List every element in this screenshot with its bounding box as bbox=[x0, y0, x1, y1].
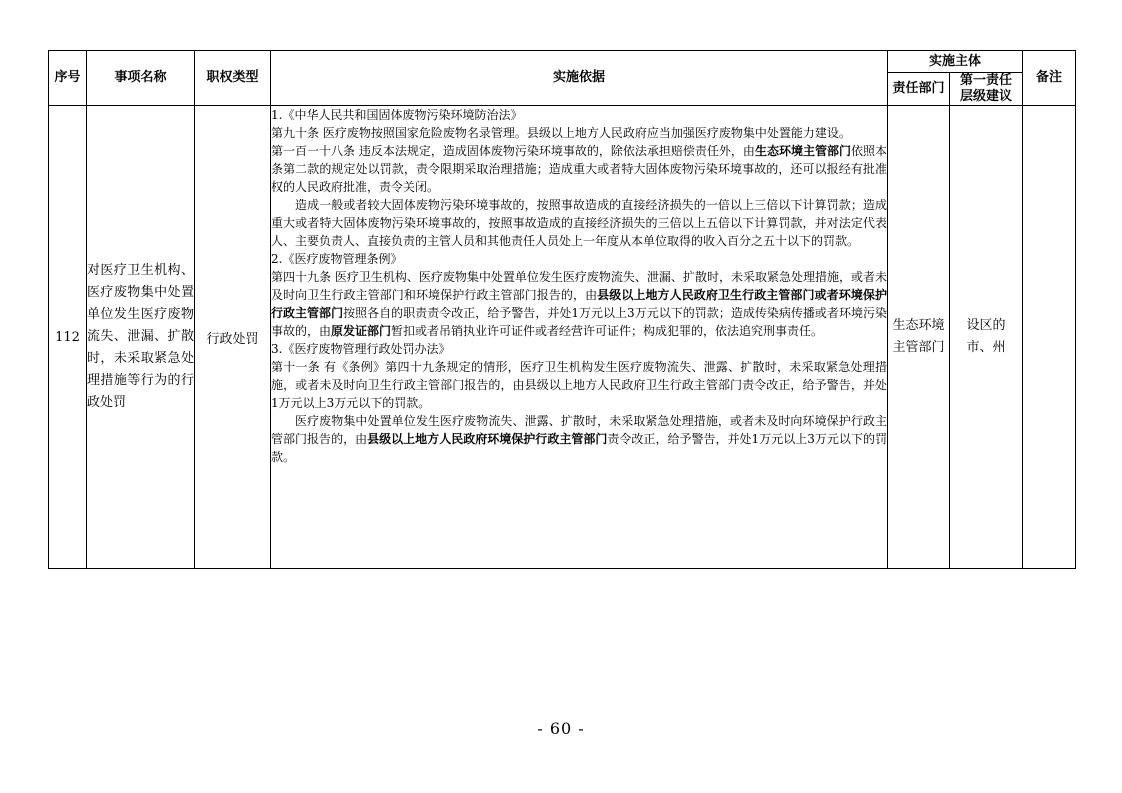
row-power-type: 行政处罚 bbox=[195, 106, 271, 569]
header-basis: 实施依据 bbox=[271, 51, 888, 106]
bold-dept: 生态环境主管部门 bbox=[754, 144, 851, 158]
header-item-name: 事项名称 bbox=[87, 51, 195, 106]
header-seq: 序号 bbox=[49, 51, 87, 106]
basis-law1-art118: 第一百一十八条 违反本法规定，造成固体废物污染环境事故的，除依法承担赔偿责任外，由生态环境主管部门依照本条第二款的规定处以罚款，责令限期采取治理措施；造成重大或者特大固体废物污染环境事故的，还可以报经有批准权的人民政府批准，责令关闭。 bbox=[271, 144, 887, 194]
basis-law3-title: 3.《医疗废物管理行政处罚办法》 bbox=[271, 342, 451, 356]
header-first-level: 第一责任层级建议 bbox=[950, 73, 1023, 106]
row-first-level: 设区的市、州 bbox=[950, 106, 1023, 569]
row-item-name: 对医疗卫生机构、医疗废物集中处置单位发生医疗废物流失、泄漏、扩散时，未采取紧急处理措施等行为的行政处罚 bbox=[87, 106, 195, 569]
basis-law1-title: 1.《中华人民共和国固体废物污染环境防治法》 bbox=[271, 108, 523, 122]
basis-law1-art118-p2: 造成一般或者较大固体废物污染环境事故的，按照事故造成的直接经济损失的一倍以上三倍以下计算罚款；造成重大或者特大固体废物污染环境事故的，按照事故造成的直接经济损失的三倍以上五倍以下计算罚款，并对法定代表人、主要负责人、直接负责的主管人员和其他责任人员处上一年度从本单位取得的收入百分之五十以下的罚款。 bbox=[271, 198, 887, 248]
header-implementing-subject: 实施主体 bbox=[888, 51, 1023, 73]
page-number: - 60 - bbox=[537, 719, 585, 738]
row-remarks bbox=[1023, 106, 1076, 569]
basis-law3-art11: 第十一条 有《条例》第四十九条规定的情形，医疗卫生机构发生医疗废物流失、泄露、扩散时，未采取紧急处理措施，或者未及时向卫生行政主管部门报告的，由县级以上地方人民政府卫生行政主管部门责令改正，给予警告，并处1万元以上3万元以下的罚款。 bbox=[271, 360, 887, 410]
basis-law1-art90: 第九十条 医疗废物按照国家危险废物名录管理。县级以上地方人民政府应当加强医疗废物集中处置能力建设。 bbox=[271, 126, 851, 140]
header-responsible-dept: 责任部门 bbox=[888, 73, 950, 106]
bold-dept: 原发证部门 bbox=[331, 324, 392, 338]
header-remarks: 备注 bbox=[1023, 51, 1076, 106]
basis-law2-title: 2.《医疗废物管理条例》 bbox=[271, 252, 403, 266]
basis-law3-p2: 医疗废物集中处置单位发生医疗废物流失、泄露、扩散时，未采取紧急处理措施，或者未及时向环境保护行政主管部门报告的，由县级以上地方人民政府环境保护行政主管部门责令改正，给予警告，并处1万元以上3万元以下的罚款。 bbox=[271, 414, 887, 464]
bold-dept: 县级以上地方人民政府环境保护行政主管部门 bbox=[367, 432, 608, 446]
row-seq: 112 bbox=[49, 106, 87, 569]
basis-law2-art49: 第四十九条 医疗卫生机构、医疗废物集中处置单位发生医疗废物流失、泄漏、扩散时，未采取紧急处理措施，或者未及时向卫生行政主管部门和环境保护行政主管部门报告的，由县级以上地方人民政府卫生行政主管部门或者环境保护行政主管部门按照各自的职责责令改正，给予警告，并处1万元以上3万元以下的罚款；造成传染病传播或者环境污染事故的，由原发证部门暂扣或者吊销执业许可证件或者经营许可证件；构成犯罪的，依法追究刑事责任。 bbox=[271, 270, 887, 338]
header-power-type: 职权类型 bbox=[195, 51, 271, 106]
row-basis bbox=[271, 106, 888, 569]
row-responsible-dept: 生态环境主管部门 bbox=[888, 106, 950, 569]
table-row bbox=[49, 106, 1076, 569]
bold-dept: 县级以上地方人民政府卫生行政主管部门或者环境保护行政主管部门 bbox=[271, 288, 887, 320]
authority-table bbox=[48, 50, 1076, 569]
